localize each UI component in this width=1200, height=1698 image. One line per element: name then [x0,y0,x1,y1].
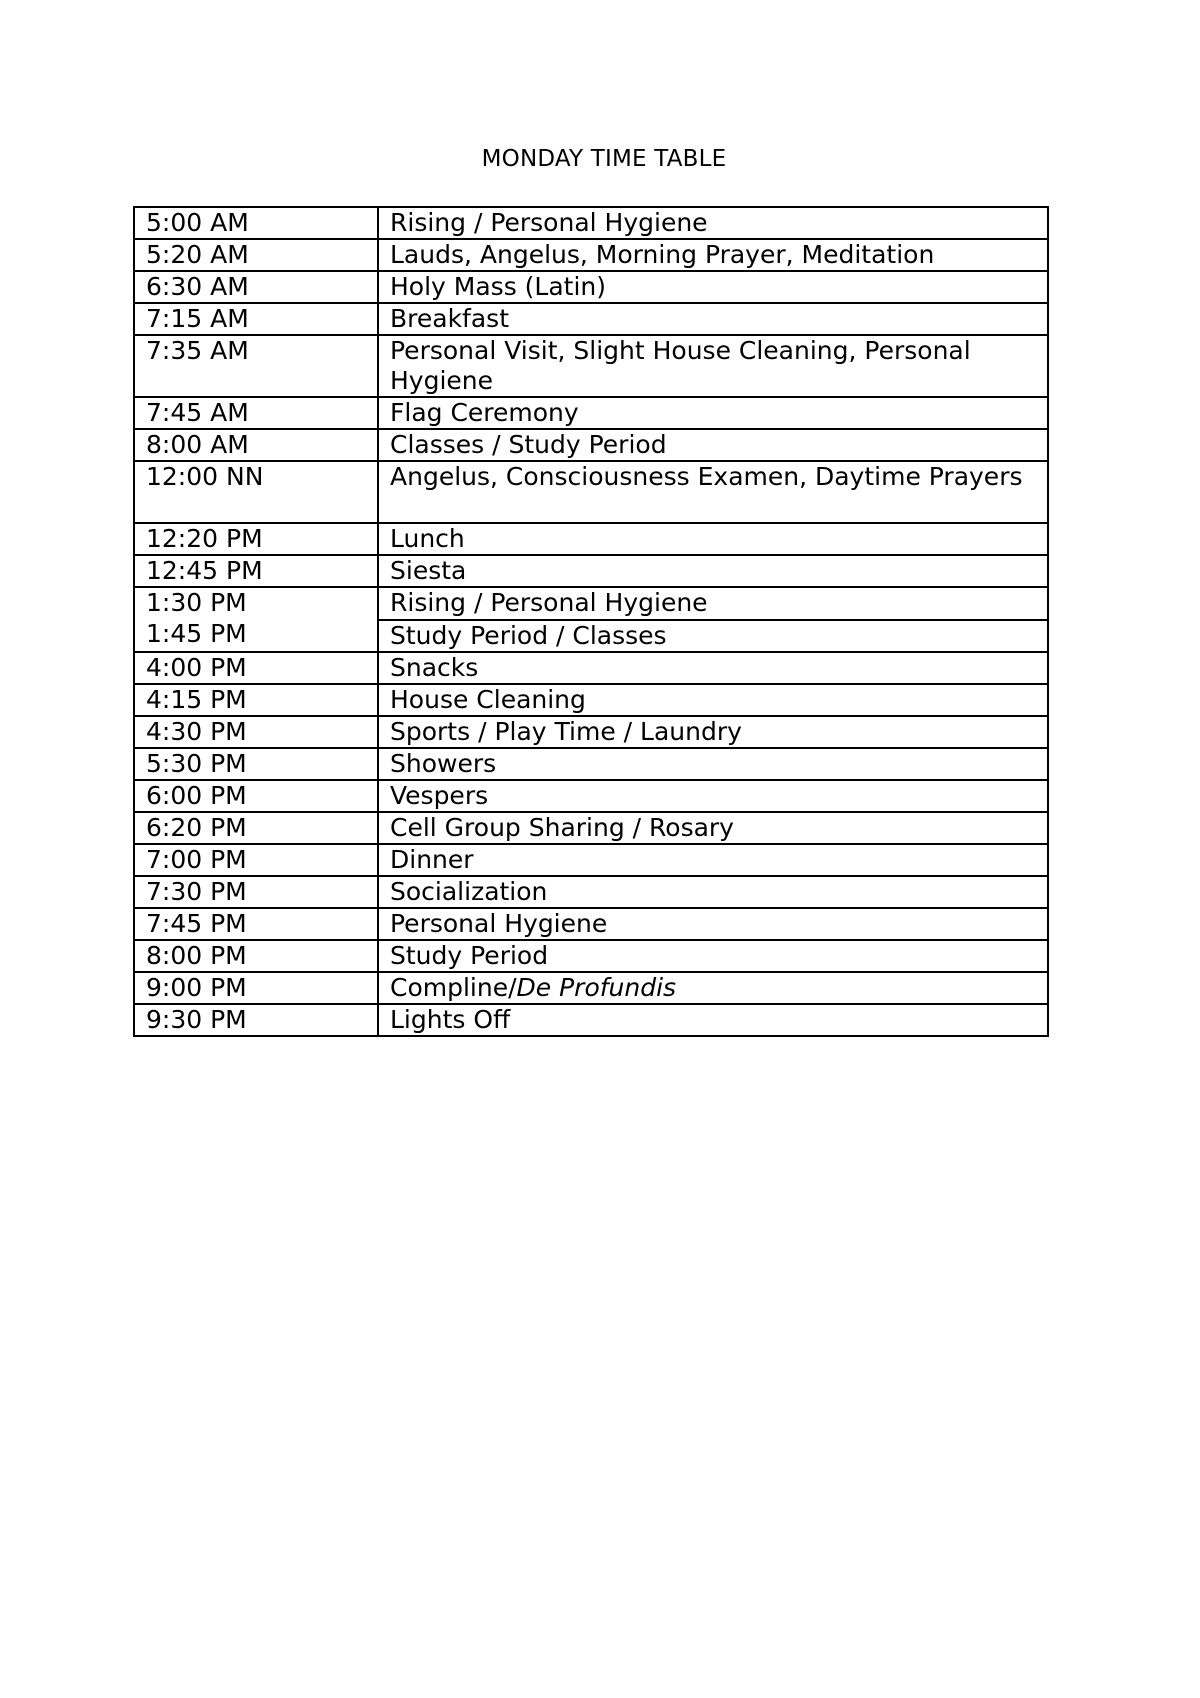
time-cell: 12:45 PM [134,555,378,587]
time-cell: 12:00 NN [134,461,378,523]
activity-cell: Classes / Study Period [378,429,1048,461]
time-cell: 6:30 AM [134,271,378,303]
activity-cell: Sports / Play Time / Laundry [378,716,1048,748]
time-cell: 5:30 PM [134,748,378,780]
time-cell: 9:30 PM [134,1004,378,1036]
table-row [134,397,1048,429]
time-text: 1:45 PM [146,619,247,648]
activity-cell: Socialization [378,876,1048,908]
activity-cell: Holy Mass (Latin) [378,271,1048,303]
table-row [134,940,1048,972]
time-cell: 4:30 PM [134,716,378,748]
activity-cell: Vespers [378,780,1048,812]
time-cell: 4:15 PM [134,684,378,716]
table-row [134,555,1048,587]
table-row [134,876,1048,908]
time-cell: 7:00 PM [134,844,378,876]
activity-cell [378,972,1048,1004]
activity-cell: Breakfast [378,303,1048,335]
table-row [134,844,1048,876]
table-row [134,523,1048,555]
activity-cell-split [378,587,1048,652]
table-row [134,207,1048,239]
time-cell: 7:35 AM [134,335,378,397]
table-row [134,303,1048,335]
table-row [134,748,1048,780]
table-row [134,780,1048,812]
activity-cell: Angelus, Consciousness Examen, Daytime Prayers [378,461,1048,523]
activity-cell: Flag Ceremony [378,397,1048,429]
table-row [134,812,1048,844]
table-row [134,461,1048,523]
table-row [134,271,1048,303]
time-cell: 8:00 AM [134,429,378,461]
time-cell: 4:00 PM [134,652,378,684]
time-cell: 6:00 PM [134,780,378,812]
time-cell: 7:15 AM [134,303,378,335]
time-cell-merged [134,587,378,652]
activity-cell: Rising / Personal Hygiene [378,207,1048,239]
table-row [134,972,1048,1004]
table-row [134,652,1048,684]
activity-cell: Lauds, Angelus, Morning Prayer, Meditation [378,239,1048,271]
time-cell: 5:20 AM [134,239,378,271]
time-cell: 8:00 PM [134,940,378,972]
activity-cell: Siesta [378,555,1048,587]
activity-text-italic: De Profundis [516,973,677,1002]
activity-cell: Showers [378,748,1048,780]
activity-cell: Snacks [378,652,1048,684]
table-row [134,1004,1048,1036]
activity-text: Compline/ [390,973,517,1002]
time-cell: 7:45 AM [134,397,378,429]
activity-cell: Lights Off [378,1004,1048,1036]
activity-cell: House Cleaning [378,684,1048,716]
table-row [134,429,1048,461]
time-cell: 5:00 AM [134,207,378,239]
activity-cell: Lunch [378,523,1048,555]
time-cell: 9:00 PM [134,972,378,1004]
table-row-merged [134,587,1048,652]
activity-cell: Personal Hygiene [378,908,1048,940]
page-title: MONDAY TIME TABLE [481,146,727,172]
table-row [134,335,1048,397]
table-row [134,716,1048,748]
time-cell: 6:20 PM [134,812,378,844]
table-row [134,908,1048,940]
activity-text: Rising / Personal Hygiene [390,588,708,617]
timetable [133,206,1049,1037]
time-cell: 12:20 PM [134,523,378,555]
activity-cell: Personal Visit, Slight House Cleaning, Personal Hygiene [378,335,1048,397]
activity-text: Study Period / Classes [379,619,1047,651]
table-row [134,239,1048,271]
time-text: 1:30 PM [146,588,247,617]
activity-cell: Dinner [378,844,1048,876]
time-cell: 7:45 PM [134,908,378,940]
table-row [134,684,1048,716]
activity-cell: Cell Group Sharing / Rosary [378,812,1048,844]
time-cell: 7:30 PM [134,876,378,908]
activity-cell: Study Period [378,940,1048,972]
